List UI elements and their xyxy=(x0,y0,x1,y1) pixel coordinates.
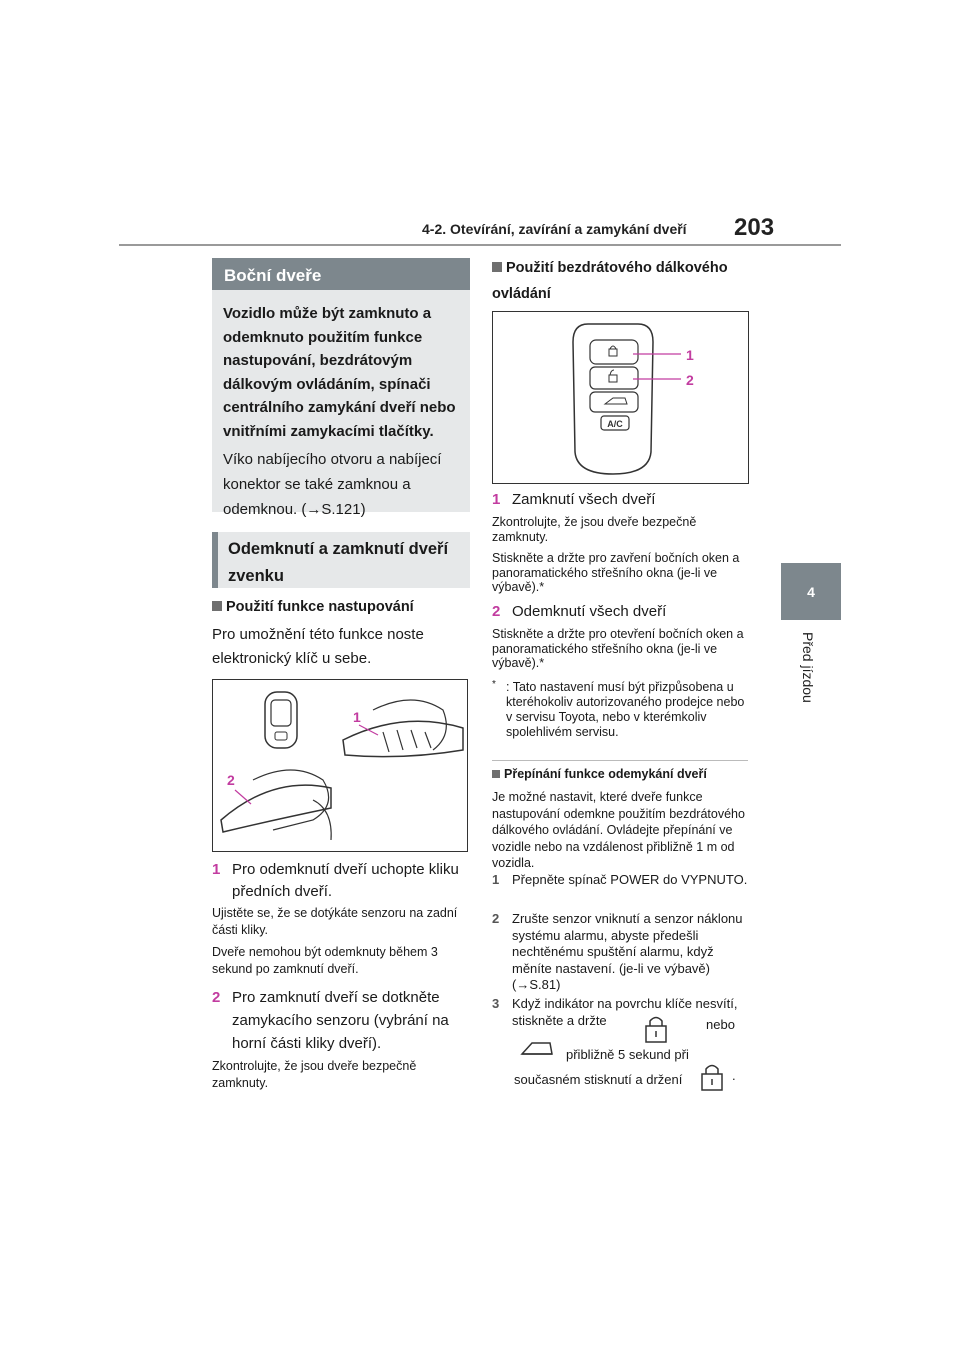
section-heading-text: Odemknutí a zamknutí dveří zvenku xyxy=(228,540,449,585)
callout-1: 1 xyxy=(686,347,694,363)
step-number: 1 xyxy=(492,491,501,508)
entry-text: Pro umožnění této funkce noste elektronický klíč u sebe. xyxy=(212,626,424,667)
section-heading-text: Boční dveře xyxy=(224,266,322,285)
entry-step-1 xyxy=(212,859,468,903)
step-number: 2 xyxy=(492,603,501,620)
square-bullet-icon xyxy=(212,601,222,611)
subheading-text: Přepínání funkce odemykání dveří xyxy=(504,767,707,781)
section-heading-unlock-outside xyxy=(212,532,470,588)
remote-step-1 xyxy=(492,489,750,511)
intro-bold-text: Vozidlo může být zamknuto a odemknuto použitím funkce nastupování, bezdrátovým dálkovým ovládáním, spínači centrálního zamykání dveří nebo vnitřními zamykacími tlačítky. xyxy=(223,305,456,440)
footnote-mark: * xyxy=(492,679,496,690)
door-handle-drawing xyxy=(213,680,467,851)
section-header-title: 4-2. Otevírání, zavírání a zamykání dveří xyxy=(422,221,687,237)
intro-normal-text: Víko nabíjecího otvoru a nabíjecí konektor se také zamknou a odemknou. (→S.121) xyxy=(223,451,442,518)
period-mark: . xyxy=(732,1068,736,1083)
section-heading-side-doors xyxy=(212,258,470,294)
intro-box xyxy=(212,290,470,518)
lock-button-icon xyxy=(696,1060,728,1097)
step-number: 1 xyxy=(212,861,221,878)
step-text: Když indikátor na povrchu klíče nesvítí, stiskněte a držte xyxy=(512,996,738,1028)
switch-step-1 xyxy=(492,872,748,889)
footnote-text: : Tato nastavení musí být přizpůsobena u kteréhokoliv autorizovaného prodejce nebo v servisu Toyota, nebo v kterémkoliv spolehlivém servisu. xyxy=(506,680,745,739)
subheading-switch-unlock xyxy=(492,764,750,784)
remote-note-3: Stiskněte a držte pro otevření bočních oken a panoramatického střešního okna (je-li ve výbavě).* xyxy=(492,627,744,670)
remote-note-1: Zkontrolujte, že jsou dveře bezpečně zamknuty. xyxy=(492,515,697,544)
ac-button-label: A/C xyxy=(607,419,623,429)
step-text: Zrušte senzor vniknutí a senzor náklonu systému alarmu, abyste předešli nechtěnému spuštění alarmu, když měníte nastavení. (je-li ve výbavě) (→S.81) xyxy=(512,911,743,992)
entry-note-2: Dveře nemohou být odemknuty během 3 sekund po zamknutí dveří. xyxy=(212,945,438,976)
entry-step-2 xyxy=(212,986,468,1055)
subheading-entry-function xyxy=(212,594,470,620)
door-handle-illustration xyxy=(212,679,468,852)
step-text: Zamknutí všech dveří xyxy=(512,491,656,508)
square-bullet-icon xyxy=(492,262,502,272)
remote-step-2 xyxy=(492,601,750,623)
switch-or-text: nebo xyxy=(706,1017,735,1032)
subheading-remote-control xyxy=(492,255,750,307)
callout-2: 2 xyxy=(686,372,694,388)
square-bullet-icon xyxy=(492,770,500,778)
step-number: 1 xyxy=(492,872,500,887)
remote-footnote xyxy=(492,680,748,740)
entry-note-3: Zkontrolujte, že jsou dveře bezpečně zamknuty. xyxy=(212,1059,417,1090)
step-text: Odemknutí všech dveří xyxy=(512,603,667,620)
continuation-text: přibližně 5 sekund při současném stisknutí a držení xyxy=(514,1047,689,1087)
page-number: 203 xyxy=(734,214,775,241)
callout-1: 1 xyxy=(353,709,361,725)
step-text: Přepněte spínač POWER do VYPNUTO. xyxy=(512,872,748,887)
step-text: Pro odemknutí dveří uchopte kliku předních dveří. xyxy=(232,861,459,900)
section-divider xyxy=(492,760,748,761)
key-fob-illustration xyxy=(492,311,749,484)
step-number: 2 xyxy=(492,911,500,926)
callout-2: 2 xyxy=(227,772,235,788)
remote-note-2: Stiskněte a držte pro zavření bočních oken a panoramatického střešního okna (je-li ve výbavě).* xyxy=(492,551,740,594)
key-fob-drawing xyxy=(493,312,748,483)
entry-note-1: Ujistěte se, že se dotýkáte senzoru na zadní části kliky. xyxy=(212,906,458,937)
switch-text: Je možné nastavit, které dveře funkce nastupování odemkne použitím bezdrátového dálkového ovládání. Ovládejte přepínání ve vozidle nebo na vzdálenost přibližně 1 m od vozidla. xyxy=(492,790,745,870)
chapter-label: Před jízdou xyxy=(800,632,816,703)
header-rule xyxy=(119,244,841,246)
chapter-tab: 4 xyxy=(781,563,841,620)
step-number: 2 xyxy=(212,989,221,1006)
step-text: Pro zamknutí dveří se dotkněte zamykacího senzoru (vybrání na horní části kliky dveří). xyxy=(232,989,449,1052)
switch-step-2 xyxy=(492,911,748,994)
step-number: 3 xyxy=(492,996,500,1011)
subheading-text: Použití funkce nastupování xyxy=(226,599,414,615)
subheading-text: Použití bezdrátového dálkového ovládání xyxy=(492,260,728,302)
